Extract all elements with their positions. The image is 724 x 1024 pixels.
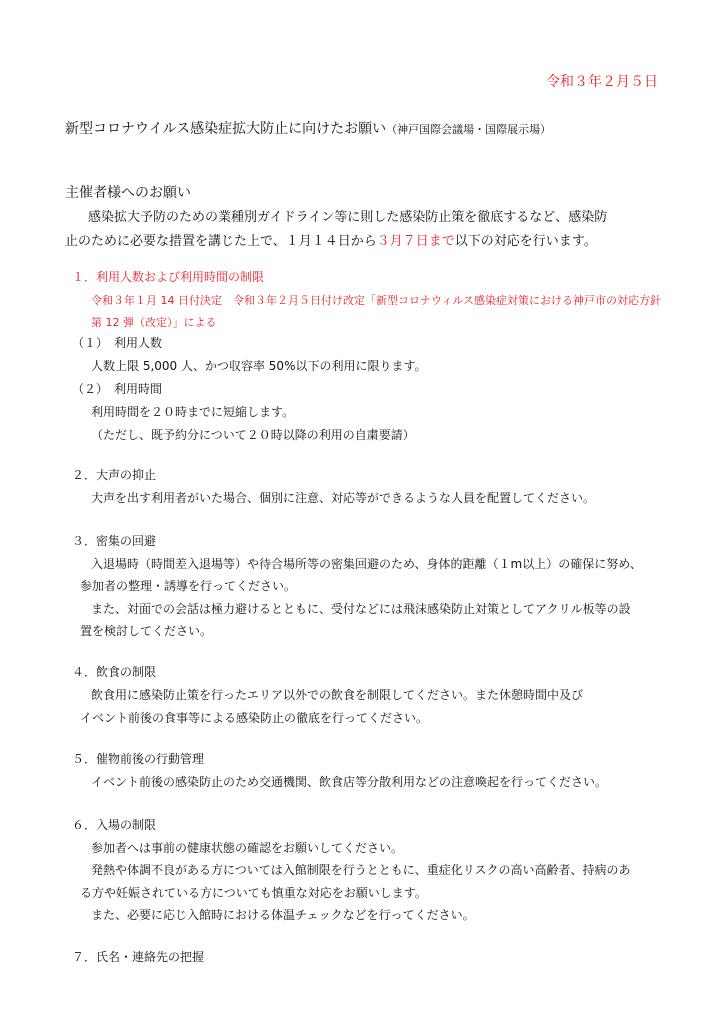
intro-text-a: 止のために必要な措置を講じた上で、１月１４日から bbox=[65, 234, 377, 249]
section-3-heading: ３．密集の回避 bbox=[72, 534, 157, 548]
section-2-heading: ２．大声の抑止 bbox=[72, 468, 157, 482]
section-1-sub1-heading: （１） 利用人数 bbox=[72, 336, 163, 350]
section-3-text-4: 置を検討してください。 bbox=[80, 624, 213, 638]
intro-highlight-date: ３月７日まで bbox=[376, 234, 455, 249]
section-1-sub1-text: 人数上限 5,000 人、かつ収容率 50%以下の利用に限ります。 bbox=[91, 359, 427, 373]
intro-line-1: 感染拡大予防のための業種別ガイドライン等に則した感染防止策を徹底するなど、感染防 bbox=[88, 210, 608, 225]
section-1-sub2-text-1: 利用時間を２０時までに短縮します。 bbox=[91, 405, 295, 419]
section-4-text-2: イベント前後の食事等による感染防止の徹底を行ってください。 bbox=[80, 711, 429, 725]
section-5-text: イベント前後の感染防止のため交通機関、飲食店等分散利用などの注意喚起を行ってください。 bbox=[91, 775, 608, 789]
section-3-text-2: 参加者の整理・誘導を行ってください。 bbox=[80, 579, 297, 593]
request-heading: 主催者様へのお願い bbox=[65, 185, 191, 201]
section-4-text-1: 飲食用に感染防止策を行ったエリア以外での飲食を制限してください。また休憩時間中及び bbox=[91, 688, 584, 702]
section-6-heading: ６．入場の制限 bbox=[72, 818, 157, 832]
section-1-sub2-text-2: （ただし、既予約分について２０時以降の利用の自粛要請） bbox=[91, 428, 415, 442]
section-1-heading: １．利用人数および利用時間の制限 bbox=[72, 270, 265, 284]
section-6-text-4: また、必要に応じ入館時における体温チェックなどを行ってください。 bbox=[91, 908, 475, 922]
section-3-text-3: また、対面での会話は極力避けるとともに、受付などには飛沫感染防止対策としてアクリル板等の設 bbox=[91, 602, 631, 616]
section-6-text-1: 参加者へは事前の健康状態の確認をお願いしてください。 bbox=[91, 841, 404, 855]
intro-text-c: 以下の対応を行います。 bbox=[454, 234, 597, 249]
section-2-text: 大声を出す利用者がいた場合、個別に注意、対応等ができるような人員を配置してください。 bbox=[91, 491, 596, 505]
intro-line-2 bbox=[65, 230, 597, 249]
document-date: 令和３年２月５日 bbox=[546, 74, 658, 90]
section-4-heading: ４．飲食の制限 bbox=[72, 665, 157, 679]
section-6-text-3: る方や妊娠されている方についても慎重な対応をお願いします。 bbox=[80, 886, 427, 900]
section-6-text-2: 発熱や体調不良がある方については入館制限を行うとともに、重症化リスクの高い高齢者、持病のあ bbox=[91, 863, 631, 877]
section-7-heading: ７．氏名・連絡先の把握 bbox=[72, 950, 205, 964]
section-1-note-line-1: 令和３年１月 14 日付決定 令和３年２月５日付け改定「新型コロナウィルス感染症対策における神戸市の対応方針 bbox=[91, 294, 661, 307]
section-5-heading: ５．催物前後の行動管理 bbox=[72, 752, 205, 766]
document-title bbox=[65, 118, 551, 138]
section-1-sub2-heading: （２） 利用時間 bbox=[72, 382, 163, 396]
title-main: 新型コロナウイルス感染症拡大防止に向けたお願い bbox=[65, 121, 387, 137]
section-3-text-1: 入退場時（時間差入退場等）や待合場所等の密集回避のため、身体的距離（１m以上）の確保に努め、 bbox=[91, 557, 642, 571]
section-1-note-line-2: 第 12 弾（改定）」による bbox=[91, 316, 217, 329]
title-venue: （神戸国際会議場・国際展示場） bbox=[386, 123, 552, 136]
